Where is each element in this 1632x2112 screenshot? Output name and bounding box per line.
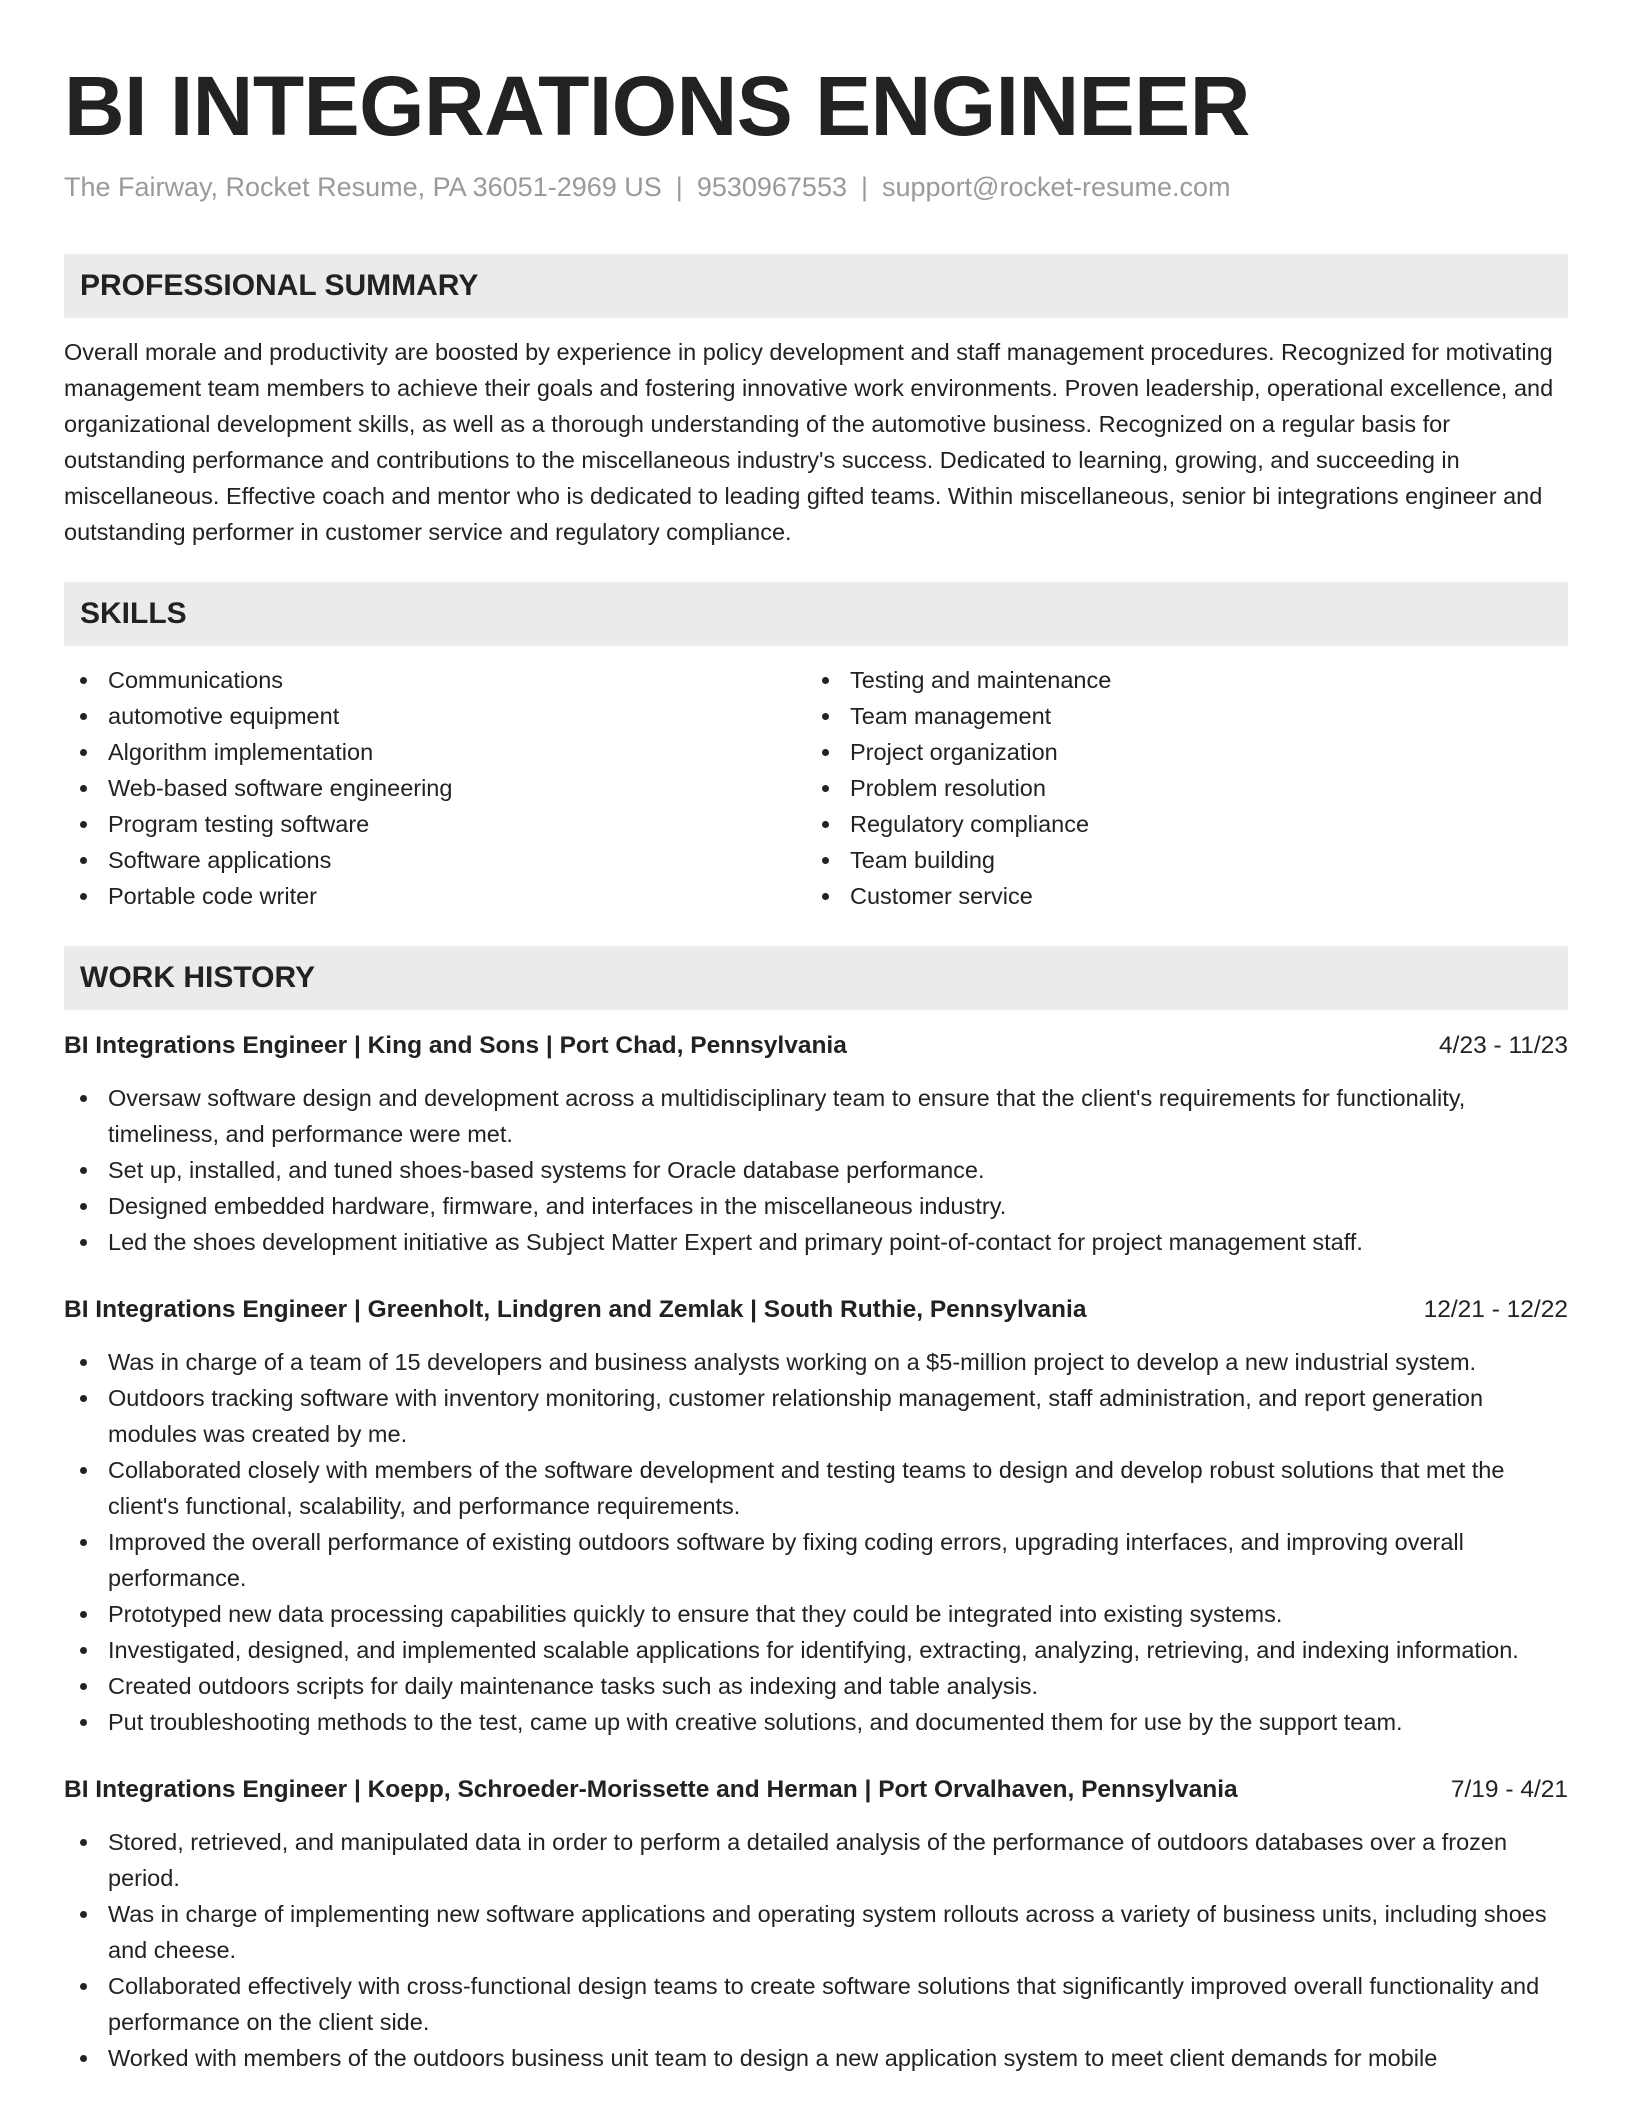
skills-column-left (64, 662, 806, 914)
job-bullet: Set up, installed, and tuned shoes-based systems for Oracle database performance. (64, 1152, 1568, 1188)
resume-title: BI INTEGRATIONS ENGINEER (64, 59, 1250, 153)
job-entry (64, 1292, 1568, 1740)
job-bullet: Oversaw software design and development across a multidisciplinary team to ensure that the client's requirements for functionality, timeliness, and performance were met. (64, 1080, 1568, 1152)
skill-item: Algorithm implementation (64, 734, 806, 770)
section-header-skills (64, 582, 1568, 646)
skill-item: Testing and maintenance (806, 662, 1548, 698)
skills-column-right (806, 662, 1548, 914)
skill-item: Portable code writer (64, 878, 806, 914)
skill-item: Team building (806, 842, 1548, 878)
skill-item: Regulatory compliance (806, 806, 1548, 842)
job-bullets (64, 1080, 1568, 1260)
job-title: BI Integrations Engineer | King and Sons | Port Chad, Pennsylvania (64, 1032, 847, 1059)
section-title-skills: SKILLS (80, 597, 187, 630)
job-entry (64, 1028, 1568, 1260)
skill-item: Software applications (64, 842, 806, 878)
skill-item: Problem resolution (806, 770, 1548, 806)
job-entry (64, 1772, 1568, 2076)
job-bullet: Worked with members of the outdoors business unit team to design a new application system to meet client demands for mobile (64, 2040, 1568, 2076)
job-bullet: Prototyped new data processing capabilities quickly to ensure that they could be integrated into existing systems. (64, 1596, 1568, 1632)
job-bullet: Was in charge of a team of 15 developers and business analysts working on a $5-million project to develop a new industrial system. (64, 1344, 1568, 1380)
contact-separator: | (860, 172, 868, 202)
job-dates: 4/23 - 11/23 (1439, 1032, 1568, 1059)
section-header-summary (64, 254, 1568, 318)
skill-item: automotive equipment (64, 698, 806, 734)
job-bullet: Collaborated closely with members of the software development and testing teams to design and develop robust solutions that met the client's functional, scalability, and performance requirements. (64, 1452, 1568, 1524)
job-dates: 12/21 - 12/22 (1423, 1296, 1568, 1323)
contact-address: The Fairway, Rocket Resume, PA 36051-2969 US (64, 172, 662, 202)
skill-item: Project organization (806, 734, 1548, 770)
job-title: BI Integrations Engineer | Greenholt, Lindgren and Zemlak | South Ruthie, Pennsylvania (64, 1296, 1087, 1323)
contact-separator: | (675, 172, 683, 202)
job-bullets (64, 1824, 1568, 2076)
section-title-work-history: WORK HISTORY (80, 961, 316, 994)
job-bullet: Designed embedded hardware, firmware, and interfaces in the miscellaneous industry. (64, 1188, 1568, 1224)
job-bullet: Created outdoors scripts for daily maintenance tasks such as indexing and table analysis. (64, 1668, 1568, 1704)
job-header (64, 1772, 1568, 1808)
job-bullet: Outdoors tracking software with inventory monitoring, customer relationship management, staff administration, and report generation modules was created by me. (64, 1380, 1568, 1452)
job-bullet: Was in charge of implementing new software applications and operating system rollouts across a variety of business units, including shoes and cheese. (64, 1896, 1568, 1968)
summary-paragraph: Overall morale and productivity are boosted by experience in policy development and staff management procedures. Recognized for motivating management team members to achieve their goals and fostering innovative work environments. Proven leadership, operational excellence, and organizational development skills, as well as a thorough understanding of the automotive business. Recognized on a regular basis for outstanding performance and contributions to the miscellaneous industry's success. Dedicated to learning, growing, and succeeding in miscellaneous. Effective coach and mentor who is dedicated to leading gifted teams. Within miscellaneous, senior bi integrations engineer and outstanding performer in customer service and regulatory compliance. (64, 339, 1554, 545)
job-bullet: Investigated, designed, and implemented scalable applications for identifying, extracting, analyzing, retrieving, and indexing information. (64, 1632, 1568, 1668)
skill-item: Web-based software engineering (64, 770, 806, 806)
contact-email: support@rocket-resume.com (882, 172, 1231, 202)
skill-item: Program testing software (64, 806, 806, 842)
job-bullets (64, 1344, 1568, 1740)
job-bullet: Led the shoes development initiative as Subject Matter Expert and primary point-of-contact for project management staff. (64, 1224, 1568, 1260)
job-header (64, 1028, 1568, 1064)
contact-phone: 9530967553 (696, 172, 847, 202)
job-header (64, 1292, 1568, 1328)
job-bullet: Put troubleshooting methods to the test, came up with creative solutions, and documented them for use by the support team. (64, 1704, 1568, 1740)
skill-item: Communications (64, 662, 806, 698)
job-dates: 7/19 - 4/21 (1450, 1776, 1568, 1803)
section-title-summary: PROFESSIONAL SUMMARY (80, 269, 479, 302)
section-header-work-history (64, 946, 1568, 1010)
contact-line (64, 170, 1568, 204)
job-bullet: Stored, retrieved, and manipulated data in order to perform a detailed analysis of the performance of outdoors databases over a frozen period. (64, 1824, 1568, 1896)
skill-item: Team management (806, 698, 1548, 734)
job-title: BI Integrations Engineer | Koepp, Schroeder-Morissette and Herman | Port Orvalhaven, Pennsylvania (64, 1776, 1238, 1803)
resume-page (64, 60, 1568, 2076)
skill-item: Customer service (806, 878, 1548, 914)
work-history-list (64, 1028, 1568, 2076)
skills-grid (64, 662, 1568, 914)
job-bullet: Collaborated effectively with cross-functional design teams to create software solutions that significantly improved overall functionality and performance on the client side. (64, 1968, 1568, 2040)
job-bullet: Improved the overall performance of existing outdoors software by fixing coding errors, upgrading interfaces, and improving overall performance. (64, 1524, 1568, 1596)
